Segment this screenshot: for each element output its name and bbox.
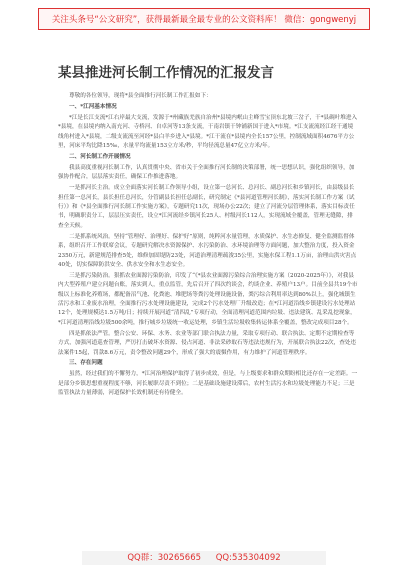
body-paragraph: 四是抓依法严管。整合公安、环保、水务、农业等部门联合执法力量，采取专项行动、联合执法、定期不定期检查等方式，加强河道巡查管理，严厉打击破坏水资源、侵占河道、非法采砂取石等违法违规行为，开展联合执法22次，查处违法案件15起，罚款8.6万元，责令整改问题29个，形成了强大的震慑作用，有力维护了河道管理秩序。 [58, 330, 356, 356]
contact-footer [82, 551, 326, 565]
body-paragraph: 三是抓污染防治。狠抓农业面源污染防治，印发了“《*县农业面源污染综合治理实施方案（2020-2025年）》，对我县内大型养殖户建立问题台账，落实到人，重点监管，先后召开了四次约谈会，约谈企业、养殖户13户。目前全县共19个市级以上标准化养殖场，都配备沼气池、化粪池、堆肥场等粪污处理设施设备，粪污综合利用率达到80%以上，强化城镇生活污水和工业废水治理，全面推行污水处理设施建设，完成2个污水处理厂升级改造；在*江河道沿线乡镇建设污水处理站12个，处理规模达1.5万吨/日；持续开展河道“清四乱”专项行动，全面清理河道范围内垃圾、违法建筑、乱采乱挖现象，*江河道清理沿线垃圾500余吨，推行城乡垃圾统一收运处理，乡镇生活垃圾收集转运体系全覆盖，整改完成项目28个。 [58, 272, 358, 326]
section-heading: 一、*江河基本情况 [69, 103, 117, 110]
section-heading: 二、河长制工作开展情况 [69, 153, 131, 160]
qq-text: QQ:535304092 [215, 553, 281, 563]
document-body [58, 92, 358, 537]
body-paragraph: 尊敬的各位领导，现将*县全面推行河长制工作汇报如下： [69, 93, 212, 99]
body-paragraph: 一是抓河长主治。成立全面落实河长制工作领导小组，设立第一总河长、总河长、副总河长和乡镇河长，由县级县长担任第一总河长，县长担任总河长，分管副县长担任总副长，研究制定《*县河道管理河长制》，落实河长制工作方案（试行）》和《*县全面推行河长制工作实施方案》，专题研究11次，现场办公22次；建立了河流分层管理体系，落实目标责任书，明确职责分工，层层压实责任，设立*江河流经乡镇河长25人、村级河长112人，实现流域全覆盖，管理无缝隙，排查全天候。 [58, 185, 355, 229]
promo-banner[interactable]: 关注头条号“公文研究”，获得最新最全最专业的公文资料库！ 微信：gongwenyj [38, 8, 370, 30]
section-heading: 三、存在问题 [69, 360, 103, 367]
body-paragraph: 我县高度重视河长制工作，认真贯彻中央、省市关于全面推行河长制的决策部署，统一思想认识，强化组织领导，加强协作配合，层层落实责任，确保工作推进落地。 [58, 164, 355, 181]
page-title: 某县推进河长制工作情况的汇报发言 [58, 65, 274, 81]
body-paragraph: 虽然，经过我们的不懈努力，*江河治理保护取得了初步成效，但是，与上级要求和群众期盼相比还存在一定差距。一是部分乡镇思想重视程度不够，河长履职尽责不到位；二是基础设施建设滞后，农村生活污水和垃圾处理能力不足；三是监管执法力量薄弱，河道保护长效机制还有待健全。 [58, 371, 358, 397]
body-paragraph: *江是长江支流*江右岸最大支流，发源于*州藏族羌族自治州*县境内岷山主峰雪宝顶东北坡三岔子，干*县碉叶堆进入*县境，在县境内纳入南充河、寺桥河、自卓河等13条支流，干南岩镇干钟铺新国于进入*市境。*江支流流经江经干通境线角村进入*县境，二级支流流至河经*县白羊乡进入*县境。*江干流在*县境内全长157公里，控制流域面积4676平方公里，河床平均比降15‰，水量平均流量153立方米/秒，平均径流总量47亿立方米/年。 [58, 114, 358, 150]
qq-group-text: QQ群：30265665 [127, 553, 202, 563]
body-paragraph: 二是抓系统风治。坚持“管理好、治理好、保护好”原则，纯粹河水量管理，水质保护、水生态修复、健全监测监督体系，组织召开工作联席会议，专题研究解决水资源保护、水污染防治、水环境治理等方面问题，加大整治力度，投入资金2350万元，新建规范排查5处，维修加固堤防23处，河道治理清理疏浚35公里，实施水保工程1.1万亩，治理山洪灾害点40处，切实保障防洪安全、供水安全和水生态安全。 [58, 233, 357, 268]
